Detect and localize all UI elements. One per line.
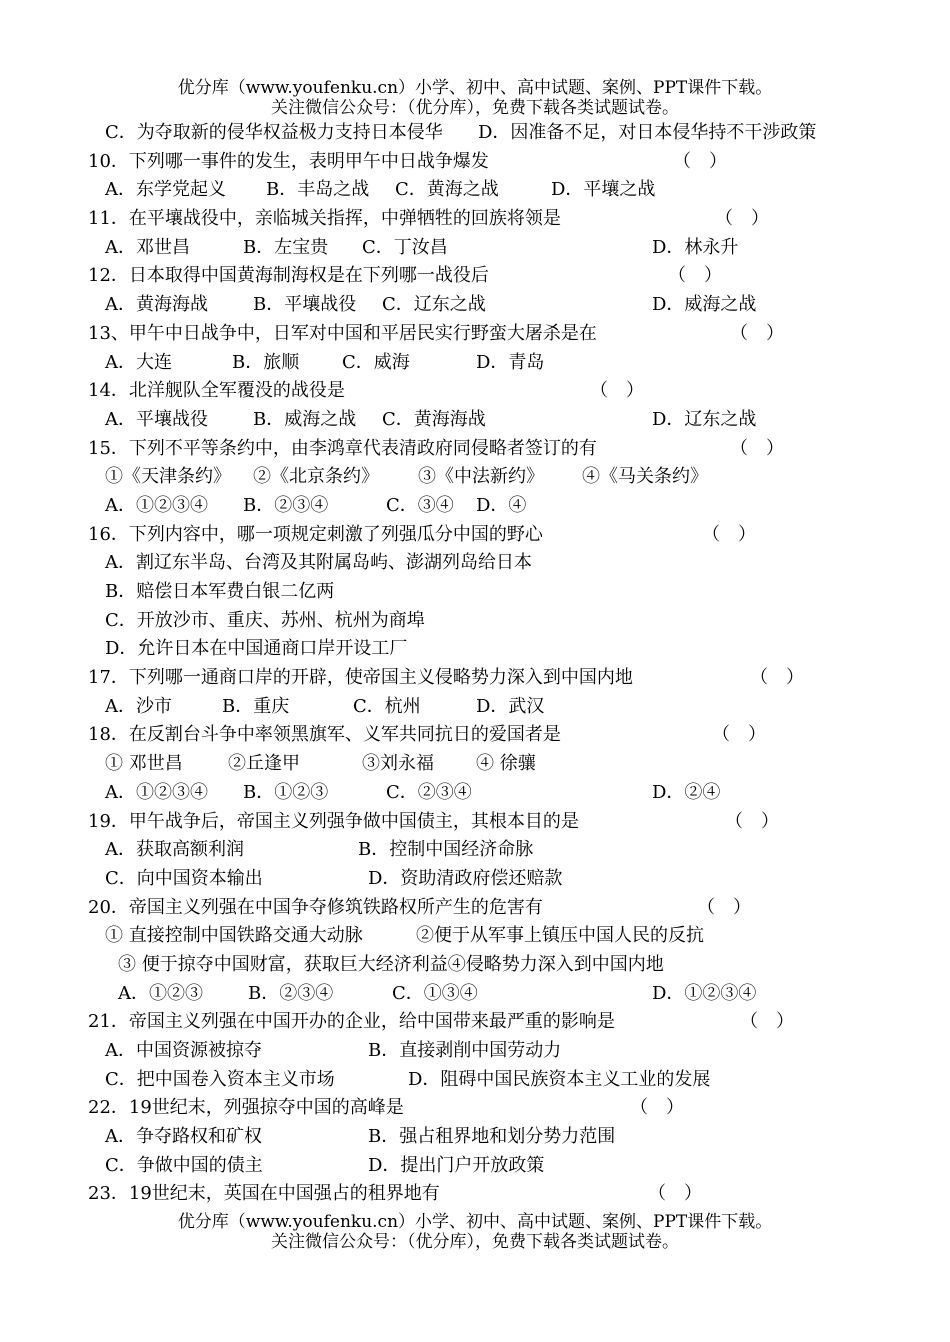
text-line xyxy=(0,549,950,578)
text-segment: ③刘永福 xyxy=(362,753,434,775)
text-segment: C．开放沙市、重庆、苏州、杭州为商埠 xyxy=(105,609,425,631)
text-segment: ③《中法新约》 xyxy=(418,466,544,488)
text-line xyxy=(0,750,950,779)
text-segment: （ ） xyxy=(730,437,784,459)
text-segment: D．阻碍中国民族资本主义工业的发展 xyxy=(408,1068,711,1090)
text-line xyxy=(0,291,950,320)
text-line xyxy=(0,119,950,148)
text-segment: 12．日本取得中国黄海制海权是在下列哪一战役后 xyxy=(88,265,489,287)
text-segment: A．平壤战役 xyxy=(105,408,208,430)
text-line xyxy=(0,664,950,693)
text-line xyxy=(0,808,950,837)
text-segment: C．威海 xyxy=(342,351,410,373)
text-line xyxy=(0,1152,950,1181)
text-segment: A．①②③ xyxy=(118,982,203,1004)
text-line xyxy=(0,349,950,378)
text-line xyxy=(0,262,950,291)
text-line xyxy=(0,894,950,923)
text-line xyxy=(0,779,950,808)
text-segment: A．割辽东半岛、台湾及其附属岛屿、澎湖列岛给日本 xyxy=(105,552,532,574)
text-segment: B．左宝贵 xyxy=(243,236,329,258)
text-line xyxy=(0,951,950,980)
text-segment: A．东学党起义 xyxy=(105,179,226,201)
text-segment: 14．北洋舰队全军覆没的战役是 xyxy=(88,380,345,402)
text-line xyxy=(0,176,950,205)
text-line xyxy=(0,1094,950,1123)
text-segment: D．资助清政府偿还赔款 xyxy=(368,867,563,889)
text-line xyxy=(0,836,950,865)
text-segment: B．威海之战 xyxy=(253,408,357,430)
text-segment: D．威海之战 xyxy=(652,294,757,316)
text-segment: B．赔偿日本军费白银二亿两 xyxy=(105,581,335,602)
header-line-2: 关注微信公众号：（优分库），免费下载各类试题试卷。 xyxy=(271,98,679,118)
text-segment: C．黄海之战 xyxy=(395,179,499,201)
footer-line-1: 优分库（www.youfenku.cn）小学、初中、高中试题、案例、PPT课件下载。 xyxy=(177,1212,773,1232)
text-line xyxy=(0,721,950,750)
text-segment: C．把中国卷入资本主义市场 xyxy=(105,1068,335,1090)
text-segment: D．平壤之战 xyxy=(551,179,656,201)
text-segment: （ ） xyxy=(668,265,722,287)
text-segment: 19．甲午战争后，帝国主义列强争做中国债主，其根本目的是 xyxy=(88,810,579,832)
text-line xyxy=(0,607,950,636)
text-segment: B．重庆 xyxy=(222,695,290,717)
text-segment: C．①③④ xyxy=(392,982,478,1004)
text-segment: （ ） xyxy=(750,667,804,689)
text-segment: （ ） xyxy=(697,896,751,918)
text-segment: C．向中国资本输出 xyxy=(105,867,263,889)
text-segment: （ ） xyxy=(702,523,756,545)
text-line xyxy=(0,205,950,234)
question-list xyxy=(0,119,950,1209)
text-segment: 20．帝国主义列强在中国争夺修筑铁路权所产生的危害有 xyxy=(88,896,543,918)
text-segment: 22．19世纪末，列强掠夺中国的高峰是 xyxy=(88,1097,404,1119)
text-segment: （ ） xyxy=(740,1011,794,1033)
text-segment: 16．下列内容中，哪一项规定刺激了列强瓜分中国的野心 xyxy=(88,523,543,545)
text-line xyxy=(0,463,950,492)
text-segment: 23．19世纪末，英国在中国强占的租界地有 xyxy=(88,1183,440,1205)
text-segment: （ ） xyxy=(730,322,784,344)
text-segment: ① 邓世昌 xyxy=(105,753,183,775)
text-segment: C．②③④ xyxy=(386,781,472,803)
text-line xyxy=(0,1008,950,1037)
text-segment: ②丘逢甲 xyxy=(228,753,300,775)
page-header xyxy=(0,78,950,118)
text-line xyxy=(0,435,950,464)
text-line xyxy=(0,693,950,722)
text-segment: D．因准备不足，对日本侵华持不干涉政策 xyxy=(478,122,817,143)
text-segment: C．丁汝昌 xyxy=(362,236,448,258)
text-line xyxy=(0,980,950,1009)
text-segment: B．丰岛之战 xyxy=(266,179,370,201)
text-segment: ④《马关条约》 xyxy=(582,466,708,488)
text-line xyxy=(0,865,950,894)
text-segment: ③ 便于掠夺中国财富，获取巨大经济利益④侵略势力深入到中国内地 xyxy=(118,953,664,975)
text-segment: 17．下列哪一通商口岸的开辟，使帝国主义侵略势力深入到中国内地 xyxy=(88,667,633,689)
text-segment: D．辽东之战 xyxy=(652,408,757,430)
text-segment: 11．在平壤战役中，亲临城关指挥，中弹牺牲的回族将领是 xyxy=(88,208,561,230)
text-line xyxy=(0,1123,950,1152)
footer-line-2: 关注微信公众号：（优分库），免费下载各类试题试卷。 xyxy=(271,1232,679,1252)
text-line xyxy=(0,492,950,521)
text-segment: ②《北京条约》 xyxy=(253,466,379,488)
text-segment: 10．下列哪一事件的发生，表明甲午中日战争爆发 xyxy=(88,150,489,172)
text-segment: B．强占租界地和划分势力范围 xyxy=(368,1126,616,1148)
text-segment: C．③④ xyxy=(386,494,454,516)
text-line xyxy=(0,521,950,550)
text-line xyxy=(0,922,950,951)
text-segment: B．①②③ xyxy=(243,781,329,803)
text-segment: B．直接剥削中国劳动力 xyxy=(368,1040,562,1061)
text-segment: C．辽东之战 xyxy=(382,294,486,316)
text-segment: A．中国资源被掠夺 xyxy=(105,1040,262,1061)
text-segment: D．允许日本在中国通商口岸开设工厂 xyxy=(105,638,408,660)
text-segment: C．为夺取新的侵华权益极力支持日本侵华 xyxy=(105,122,443,143)
text-segment: D．②④ xyxy=(652,781,721,803)
text-line xyxy=(0,1037,950,1066)
text-segment: A．大连 xyxy=(105,351,172,373)
text-segment: C．杭州 xyxy=(353,695,421,717)
text-segment: （ ） xyxy=(673,150,727,172)
text-line xyxy=(0,377,950,406)
text-segment: D．①②③④ xyxy=(652,982,757,1004)
text-line xyxy=(0,1066,950,1095)
text-segment: A．黄海海战 xyxy=(105,294,208,316)
text-line xyxy=(0,635,950,664)
text-segment: D．林永升 xyxy=(652,236,739,258)
text-segment: C．争做中国的债主 xyxy=(105,1154,263,1176)
text-segment: （ ） xyxy=(590,380,644,402)
text-line xyxy=(0,148,950,177)
text-segment: ④ 徐骧 xyxy=(476,753,536,775)
text-segment: B．②③④ xyxy=(243,494,329,516)
text-segment: A．沙市 xyxy=(105,695,172,717)
text-segment: 13、甲午中日战争中，日军对中国和平居民实行野蛮大屠杀是在 xyxy=(88,322,597,344)
text-segment: D．青岛 xyxy=(476,351,545,373)
text-segment: （ ） xyxy=(725,810,779,832)
header-line-1: 优分库（www.youfenku.cn）小学、初中、高中试题、案例、PPT课件下载。 xyxy=(177,78,773,98)
text-segment: （ ） xyxy=(630,1097,684,1119)
text-segment: B．②③④ xyxy=(248,982,334,1004)
text-segment: （ ） xyxy=(648,1183,702,1205)
text-segment: A．争夺路权和矿权 xyxy=(105,1126,262,1148)
text-segment: B．旅顺 xyxy=(232,351,300,373)
text-line xyxy=(0,406,950,435)
text-segment: A．①②③④ xyxy=(105,494,208,516)
text-segment: 18．在反割台斗争中率领黑旗军、义军共同抗日的爱国者是 xyxy=(88,724,561,746)
text-segment: D．④ xyxy=(476,494,527,516)
text-line xyxy=(0,578,950,607)
text-segment: ①《天津条约》 xyxy=(105,466,231,488)
text-segment: 21．帝国主义列强在中国开办的企业，给中国带来最严重的影响是 xyxy=(88,1011,615,1033)
text-line xyxy=(0,1180,950,1209)
text-segment: B．控制中国经济命脉 xyxy=(358,839,534,861)
text-segment: A．邓世昌 xyxy=(105,236,190,258)
text-segment: ① 直接控制中国铁路交通大动脉 xyxy=(105,925,363,947)
text-segment: 15．下列不平等条约中，由李鸿章代表清政府同侵略者签订的有 xyxy=(88,437,597,459)
text-segment: A．获取高额利润 xyxy=(105,839,244,861)
text-segment: C．黄海海战 xyxy=(382,408,486,430)
text-line xyxy=(0,234,950,263)
text-segment: D．提出门户开放政策 xyxy=(368,1154,545,1176)
text-segment: ②便于从军事上镇压中国人民的反抗 xyxy=(416,925,704,947)
text-segment: D．武汉 xyxy=(476,695,545,717)
text-segment: （ ） xyxy=(715,208,769,230)
text-segment: A．①②③④ xyxy=(105,781,208,803)
page-footer xyxy=(0,1212,950,1252)
text-segment: B．平壤战役 xyxy=(253,294,357,316)
text-segment: （ ） xyxy=(712,724,766,746)
text-line xyxy=(0,320,950,349)
